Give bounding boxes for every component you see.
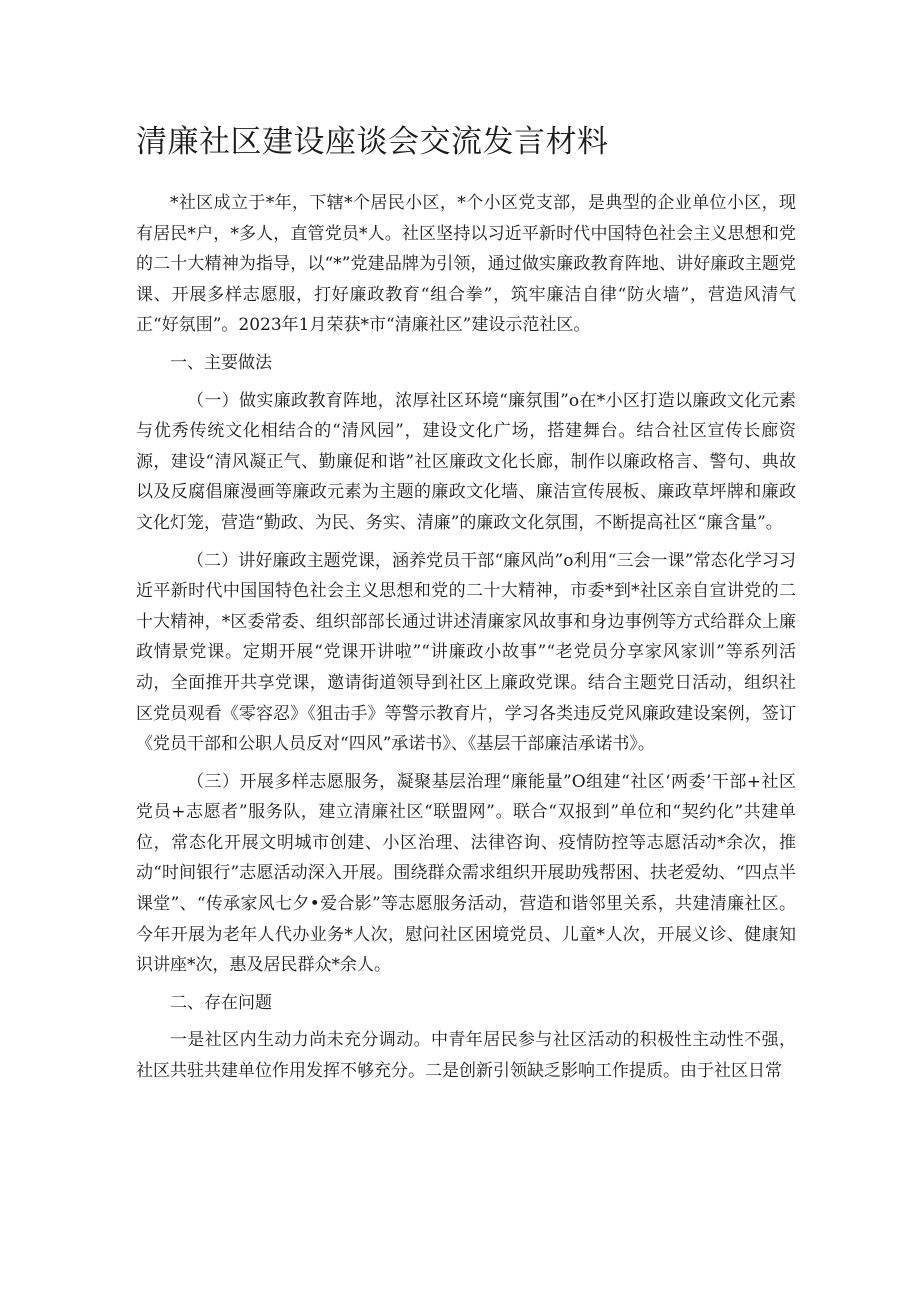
intro-paragraph: *社区成立于*年，下辖*个居民小区，*个小区党支部，是典型的企业单位小区，现有居民*户，*多人，直管党员*人。社区坚持以习近平新时代中国特色社会主义思想和党的二十大精神为指导，以“*”党建品牌为引领，通过做实廉政教育阵地、讲好廉政主题党课、开展多样志愿服，打好廉政教育“组合拳”，筑牢廉洁自律“防火墙”，营造风清气正“好氛围”。2023年1月荣获*市“清廉社区”建设示范社区。 (136, 193, 796, 336)
practice-item-3: （三）开展多样志愿服务，凝聚基层治理“廉能量”O组建“社区‘两委’干部+社区党员+志愿者”服务队，建立清廉社区“联盟网”。联合“双报到”单位和“契约化”共建单位，常态化开展文明城市创建、小区治理、法律咨询、疫情防控等志愿活动*余次，推动“时间银行”志愿活动深入开展。围绕群众需求组织开展助残帮困、扶老爱幼、“四点半课堂”、“传承家风七夕•爱合影”等志愿服务活动，营造和谐邻里关系，共建清廉社区。今年开展为老年人代办业务*人次，慰问社区困境党员、儿童*人次，开展义诊、健康知识讲座*次，惠及居民群众*余人。 (136, 771, 796, 976)
section-heading-problems: 二、存在问题 (170, 992, 272, 1013)
section-heading-main-practices: 一、主要做法 (170, 352, 272, 373)
document-page (136, 118, 796, 1094)
practice-item-2: （二）讲好廉政主题党课，涵养党员干部“廉风尚”o利用“三会一课”常态化学习习近平新时代中国国特色社会主义思想和党的二十大精神，市委*到*社区亲自宣讲党的二十大精神，*区委常委、组织部部长通过讲述清廉家风故事和身边事例等方式给群众上廉政情景党课。定期开展“党课开讲啦”“讲廉政小故事”“老党员分享家风家训”等系列活动，全面推开共享党课，邀请街道领导到社区上廉政党课。结合主题党日活动，组织社区党员观看《零容忍》《狙击手》等警示教育片，学习各类违反党风廉政建设案例，签订《党员干部和公职人员反对“四风”承诺书》、《基层干部廉洁承诺书》。 (136, 550, 796, 755)
practice-item-1: （一）做实廉政教育阵地，浓厚社区环境“廉氛围”o在*小区打造以廉政文化元素与优秀传统文化相结合的“清风园”，建设文化广场，搭建舞台。结合社区宣传长廊资源，建设“清风凝正气、勤廉促和谐”社区廉政文化长廊，制作以廉政格言、警句、典故以及反腐倡廉漫画等廉政元素为主题的廉政文化墙、廉洁宣传展板、廉政草坪牌和廉政文化灯笼，营造“勤政、为民、务实、清廉”的廉政文化氛围，不断提高社区“廉含量”。 (136, 390, 796, 533)
problems-paragraph: 一是社区内生动力尚未充分调动。中青年居民参与社区活动的积极性主动性不强，社区共驻共建单位作用发挥不够充分。二是创新引领缺乏影响工作提质。由于社区日常 (136, 1030, 796, 1082)
document-title: 清廉社区建设座谈会交流发言材料 (136, 124, 609, 160)
